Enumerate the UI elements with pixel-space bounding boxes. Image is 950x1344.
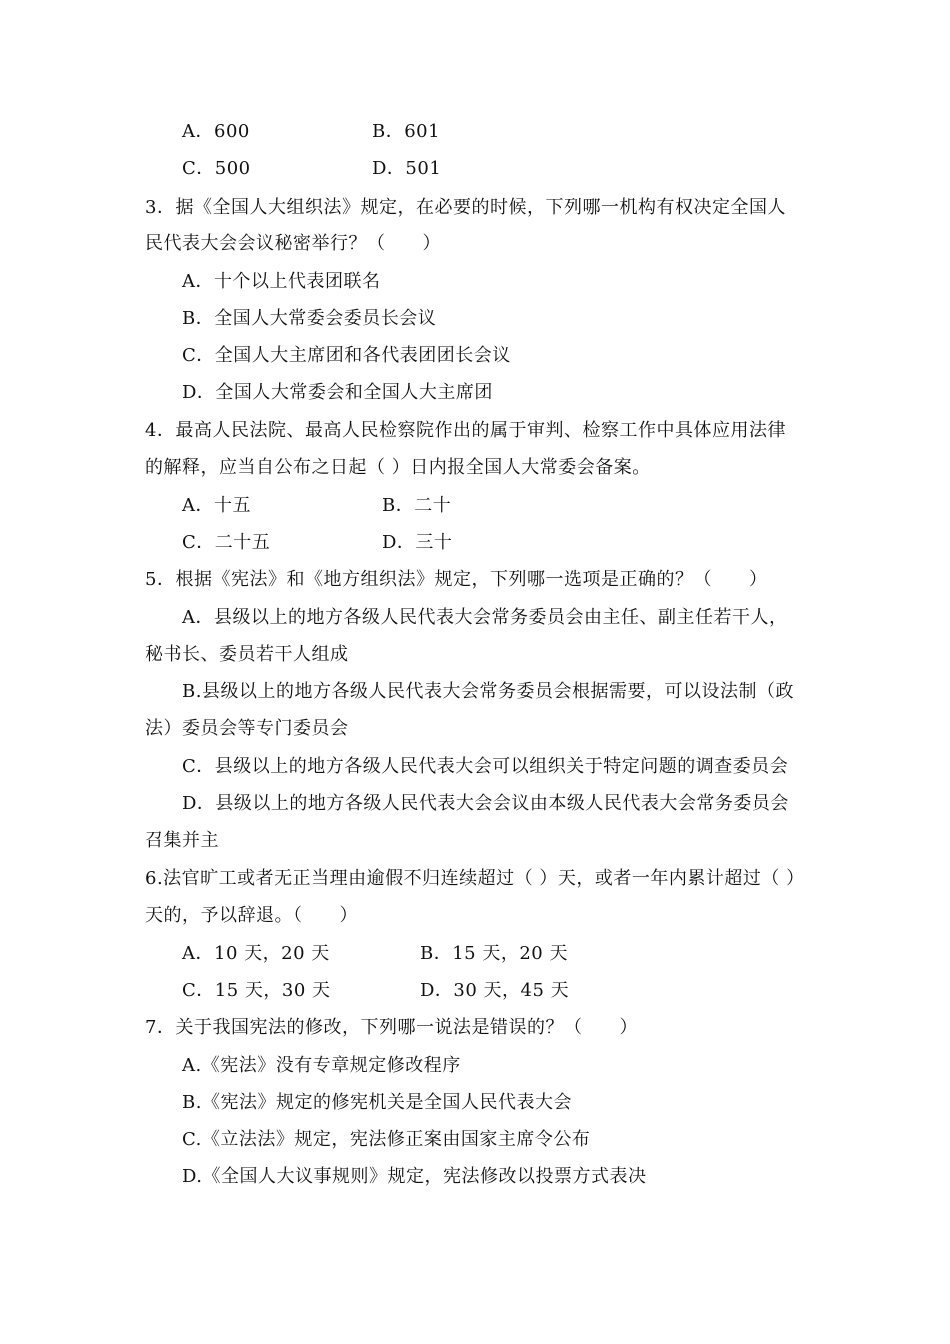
q3-stem-line-1: 3．据《全国人大组织法》规定，在必要的时候，下列哪一机构有权决定全国人 [145,197,786,218]
q5-option-b-line-1: B.县级以上的地方各级人民代表大会常务委员会根据需要，可以设法制（政 [182,681,794,702]
q7-option-c: C.《立法法》规定，宪法修正案由国家主席令公布 [182,1129,591,1150]
q2-option-c: C．500 [182,158,251,179]
q4-option-a: A．十五 [182,495,251,516]
q4-option-d: D．三十 [382,532,453,553]
q7-option-d: D.《全国人大议事规则》规定，宪法修改以投票方式表决 [182,1166,647,1187]
q6-option-b: B．15 天，20 天 [420,943,568,964]
q4-stem-line-1: 4．最高人民法院、最高人民检察院作出的属于审判、检察工作中具体应用法律 [145,420,786,441]
q7-option-b: B.《宪法》规定的修宪机关是全国人民代表大会 [182,1092,572,1113]
q6-option-c: C．15 天，30 天 [182,980,331,1001]
q5-stem: 5．根据《宪法》和《地方组织法》规定，下列哪一选项是正确的？（ ） [145,569,768,590]
q4-option-b: B．二十 [382,495,452,516]
q3-stem-line-2: 民代表大会会议秘密举行？（ ） [145,233,441,254]
q5-option-d-line-1: D．县级以上的地方各级人民代表大会会议由本级人民代表大会常务委员会 [182,793,789,814]
q5-option-a-line-2: 秘书长、委员若干人组成 [145,644,349,665]
q5-option-b-line-2: 法）委员会等专门委员会 [145,718,349,739]
q4-stem-line-2: 的解释，应当自公布之日起（ ）日内报全国人大常委会备案。 [145,457,651,478]
q5-option-a-line-1: A．县级以上的地方各级人民代表大会常务委员会由主任、副主任若干人， [182,607,788,628]
q7-stem: 7．关于我国宪法的修改，下列哪一说法是错误的？（ ） [145,1017,638,1038]
q6-option-a: A．10 天，20 天 [182,943,330,964]
q2-option-d: D．501 [372,158,442,179]
q2-option-b: B．601 [372,121,441,142]
q3-option-c: C．全国人大主席团和各代表团团长会议 [182,345,511,366]
q6-option-d: D．30 天，45 天 [420,980,570,1001]
q5-option-c: C．县级以上的地方各级人民代表大会可以组织关于特定问题的调查委员会 [182,756,789,777]
q5-option-d-line-2: 召集并主 [145,830,219,851]
q6-stem-line-1: 6.法官旷工或者无正当理由逾假不归连续超过（ ）天，或者一年内累计超过（ ） [145,868,805,889]
q3-option-b: B．全国人大常委会委员长会议 [182,308,437,329]
q3-option-a: A．十个以上代表团联名 [182,271,381,292]
q2-option-a: A．600 [182,121,250,142]
q7-option-a: A.《宪法》没有专章规定修改程序 [182,1055,461,1076]
q4-option-c: C．二十五 [182,532,271,553]
q6-stem-line-2: 天的，予以辞退。（ ） [145,905,358,926]
q3-option-d: D．全国人大常委会和全国人大主席团 [182,382,493,403]
